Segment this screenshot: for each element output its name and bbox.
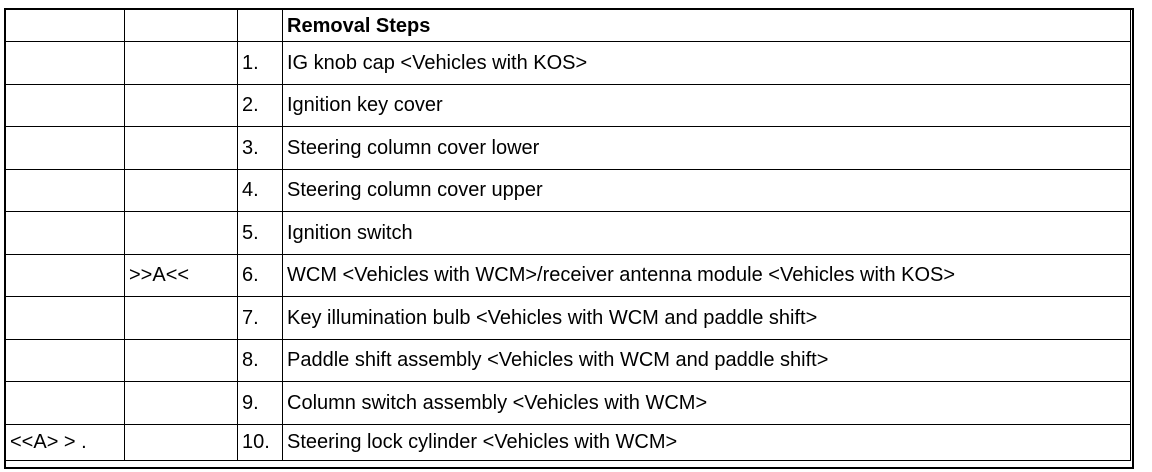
step-number: 3. bbox=[238, 127, 283, 170]
removal-note-cell bbox=[125, 382, 238, 425]
step-description: Steering lock cylinder <Vehicles with WCM> bbox=[283, 424, 1131, 460]
step-description: Column switch assembly <Vehicles with WCM> bbox=[283, 382, 1131, 425]
header-cell-install-note bbox=[6, 10, 125, 42]
install-note-cell bbox=[6, 212, 125, 255]
install-note-cell bbox=[6, 297, 125, 340]
install-note-cell bbox=[6, 169, 125, 212]
step-number: 7. bbox=[238, 297, 283, 340]
table-row bbox=[6, 127, 1131, 170]
step-description: WCM <Vehicles with WCM>/receiver antenna module <Vehicles with KOS> bbox=[283, 254, 1131, 297]
step-number: 2. bbox=[238, 84, 283, 127]
removal-note-cell bbox=[125, 127, 238, 170]
removal-note-cell bbox=[125, 84, 238, 127]
step-description: Ignition switch bbox=[283, 212, 1131, 255]
install-note-cell bbox=[6, 127, 125, 170]
table-header-row bbox=[6, 10, 1131, 42]
header-removal-steps: Removal Steps bbox=[283, 10, 1131, 42]
header-cell-number bbox=[238, 10, 283, 42]
install-note-cell: <<A> > . bbox=[6, 424, 125, 460]
install-note-cell bbox=[6, 339, 125, 382]
step-number: 5. bbox=[238, 212, 283, 255]
step-number: 8. bbox=[238, 339, 283, 382]
step-description: IG knob cap <Vehicles with KOS> bbox=[283, 42, 1131, 85]
table-row bbox=[6, 212, 1131, 255]
removal-note-cell bbox=[125, 212, 238, 255]
step-description: Paddle shift assembly <Vehicles with WCM and paddle shift> bbox=[283, 339, 1131, 382]
table-row bbox=[6, 424, 1131, 460]
install-note-cell bbox=[6, 42, 125, 85]
step-description: Ignition key cover bbox=[283, 84, 1131, 127]
step-number: 4. bbox=[238, 169, 283, 212]
table-row bbox=[6, 169, 1131, 212]
install-note-cell bbox=[6, 382, 125, 425]
table-row bbox=[6, 382, 1131, 425]
table-row bbox=[6, 297, 1131, 340]
step-number: 1. bbox=[238, 42, 283, 85]
removal-steps-table bbox=[5, 9, 1131, 461]
table-row bbox=[6, 339, 1131, 382]
removal-note-cell bbox=[125, 297, 238, 340]
step-number: 6. bbox=[238, 254, 283, 297]
table-row bbox=[6, 42, 1131, 85]
removal-note-cell bbox=[125, 169, 238, 212]
step-description: Key illumination bulb <Vehicles with WCM and paddle shift> bbox=[283, 297, 1131, 340]
install-note-cell bbox=[6, 84, 125, 127]
table-row bbox=[6, 254, 1131, 297]
install-note-cell bbox=[6, 254, 125, 297]
step-description: Steering column cover upper bbox=[283, 169, 1131, 212]
removal-note-cell bbox=[125, 42, 238, 85]
header-cell-removal-note bbox=[125, 10, 238, 42]
removal-note-cell: >>A<< bbox=[125, 254, 238, 297]
step-description: Steering column cover lower bbox=[283, 127, 1131, 170]
step-number: 10. bbox=[238, 424, 283, 460]
removal-note-cell bbox=[125, 424, 238, 460]
removal-note-cell bbox=[125, 339, 238, 382]
table-row bbox=[6, 84, 1131, 127]
step-number: 9. bbox=[238, 382, 283, 425]
